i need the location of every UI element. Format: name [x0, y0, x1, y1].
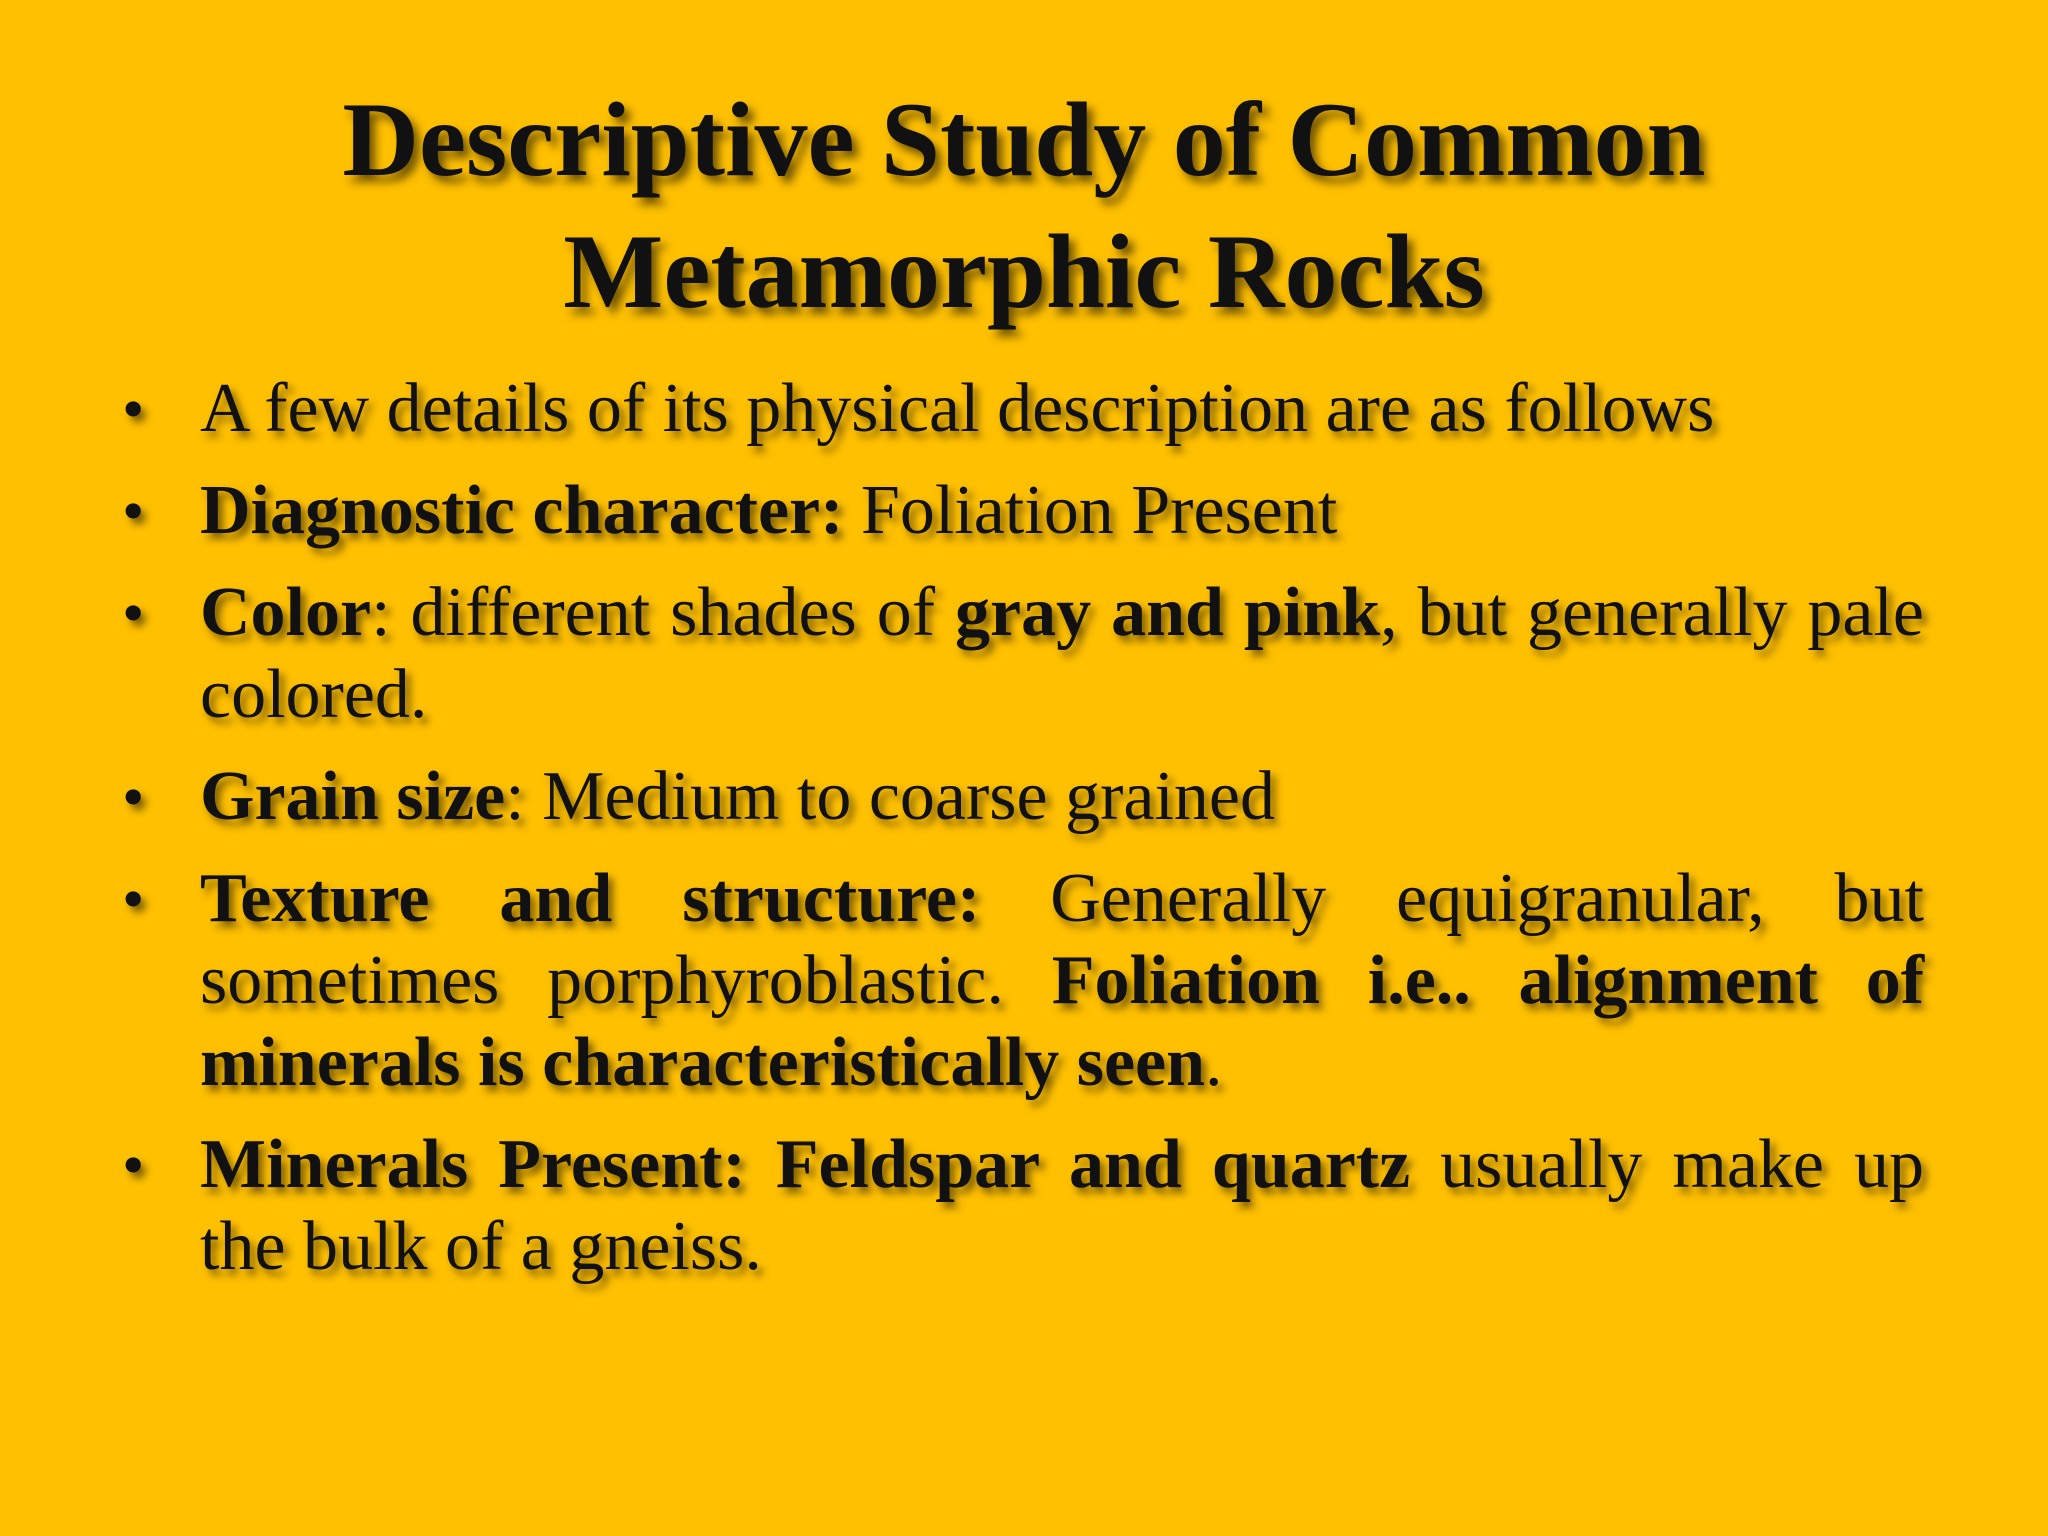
- bullet-emphasis: gray and pink: [955, 574, 1381, 651]
- slide-title-line-1: Descriptive Study of Common: [342, 81, 1706, 198]
- bullet-list: [122, 368, 1925, 1308]
- bullet-emphasis: Foliation i.e.. alignment of minerals is characteristically seen: [200, 942, 1925, 1101]
- bullet-label: Minerals Present: Feldspar and quartz: [200, 1126, 1411, 1203]
- bullet-dot-icon: •: [122, 863, 145, 934]
- bullet-dot-icon: •: [122, 761, 145, 832]
- bullet-item-color: [122, 572, 1924, 736]
- bullet-text: .: [1205, 1024, 1223, 1101]
- bullet-item-texture-structure: [122, 858, 1925, 1104]
- slide-title: [0, 74, 2048, 338]
- bullet-dot-icon: •: [122, 1129, 145, 1200]
- bullet-text: usually make up the bulk of a gneiss.: [200, 1126, 1924, 1285]
- bullet-dot-icon: •: [122, 577, 145, 648]
- bullet-text: A few details of its physical description are as follows: [200, 370, 1715, 447]
- bullet-item-minerals-present: [122, 1124, 1924, 1288]
- bullet-item-grain-size: [122, 756, 1924, 838]
- bullet-label: Color: [200, 574, 372, 651]
- bullet-label: Texture and structure:: [200, 860, 981, 937]
- bullet-text: : Medium to coarse grained: [505, 758, 1275, 835]
- slide-title-line-2: Metamorphic Rocks: [563, 213, 1485, 330]
- bullet-dot-icon: •: [122, 475, 145, 546]
- bullet-text: Foliation Present: [843, 472, 1338, 549]
- bullet-item-intro: [122, 368, 1924, 450]
- bullet-item-diagnostic-character: [122, 470, 1924, 552]
- bullet-label: Diagnostic character:: [200, 472, 844, 549]
- bullet-text: Generally equigranular, but sometimes porphyroblastic.: [200, 860, 1924, 1019]
- bullet-text: , but generally pale colored.: [200, 574, 1924, 733]
- bullet-text: : different shades of: [371, 574, 956, 651]
- bullet-dot-icon: •: [122, 373, 145, 444]
- bullet-label: Grain size: [200, 758, 506, 835]
